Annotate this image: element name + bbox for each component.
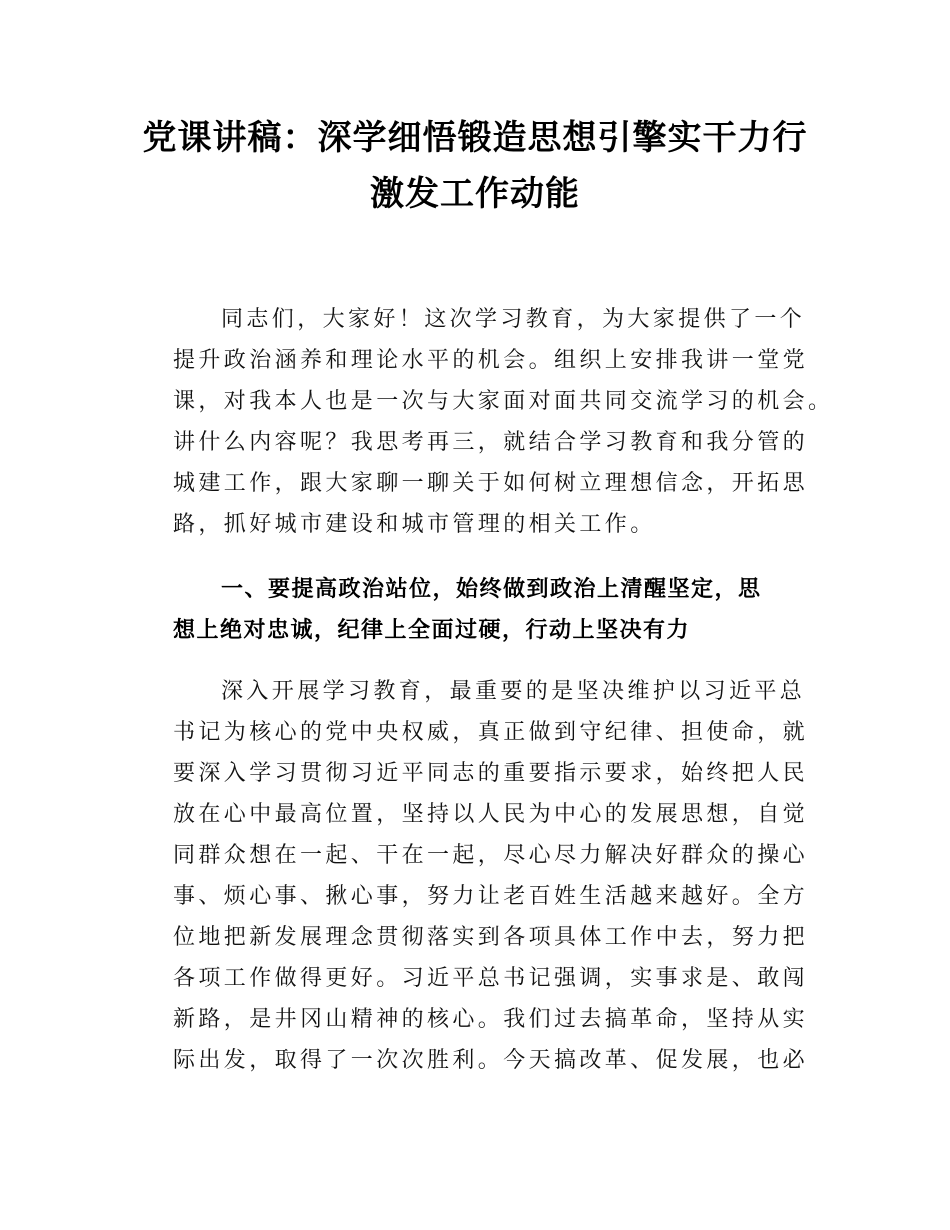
paragraph-line: 提升政治涵养和理论水平的机会。组织上安排我讲一堂党 — [173, 348, 809, 373]
paragraph-line: 同群众想在一起、干在一起，尽心尽力解决好群众的操心 — [173, 843, 809, 868]
paragraph-1 — [173, 299, 834, 545]
paragraph-line: 新路，是井冈山精神的核心。我们过去搞革命，坚持从实 — [173, 1007, 809, 1032]
heading-line: 一、要提高政治站位，始终做到政治上清醒坚定，思 — [221, 577, 762, 602]
paragraph-line: 际出发，取得了一次次胜利。今天搞改革、促发展，也必 — [173, 1048, 809, 1073]
paragraph-line: 要深入学习贯彻习近平同志的重要指示要求，始终把人民 — [173, 761, 809, 786]
title-line-2: 激发工作动能 — [370, 174, 580, 214]
paragraph-line: 放在心中最高位置，坚持以人民为中心的发展思想，自觉 — [173, 802, 809, 827]
paragraph-line: 书记为核心的党中央权威，真正做到守纪律、担使命，就 — [173, 720, 809, 745]
paragraph-line: 路，抓好城市建设和城市管理的相关工作。 — [173, 512, 656, 537]
paragraph-line: 课，对我本人也是一次与大家面对面共同交流学习的机会。 — [173, 389, 834, 414]
paragraph-line: 城建工作，跟大家聊一聊关于如何树立理想信念，开拓思 — [173, 471, 809, 496]
document-title — [100, 110, 850, 222]
paragraph-line: 深入开展学习教育，最重要的是坚决维护以习近平总 — [221, 679, 806, 704]
heading-line: 想上绝对忠诚，纪律上全面过硬，行动上坚决有力 — [173, 618, 691, 643]
paragraph-line: 位地把新发展理念贯彻落实到各项具体工作中去，努力把 — [173, 925, 809, 950]
paragraph-line: 各项工作做得更好。习近平总书记强调，实事求是、敢闯 — [173, 966, 809, 991]
section-heading-1 — [173, 569, 793, 651]
paragraph-2 — [173, 671, 809, 1081]
paragraph-line: 同志们，大家好！这次学习教育，为大家提供了一个 — [221, 307, 806, 332]
paragraph-line: 讲什么内容呢？我思考再三，就结合学习教育和我分管的 — [173, 430, 809, 455]
title-line-1: 党课讲稿：深学细悟锻造思想引擎实干力行 — [142, 118, 808, 158]
paragraph-line: 事、烦心事、揪心事，努力让老百姓生活越来越好。全方 — [173, 884, 809, 909]
